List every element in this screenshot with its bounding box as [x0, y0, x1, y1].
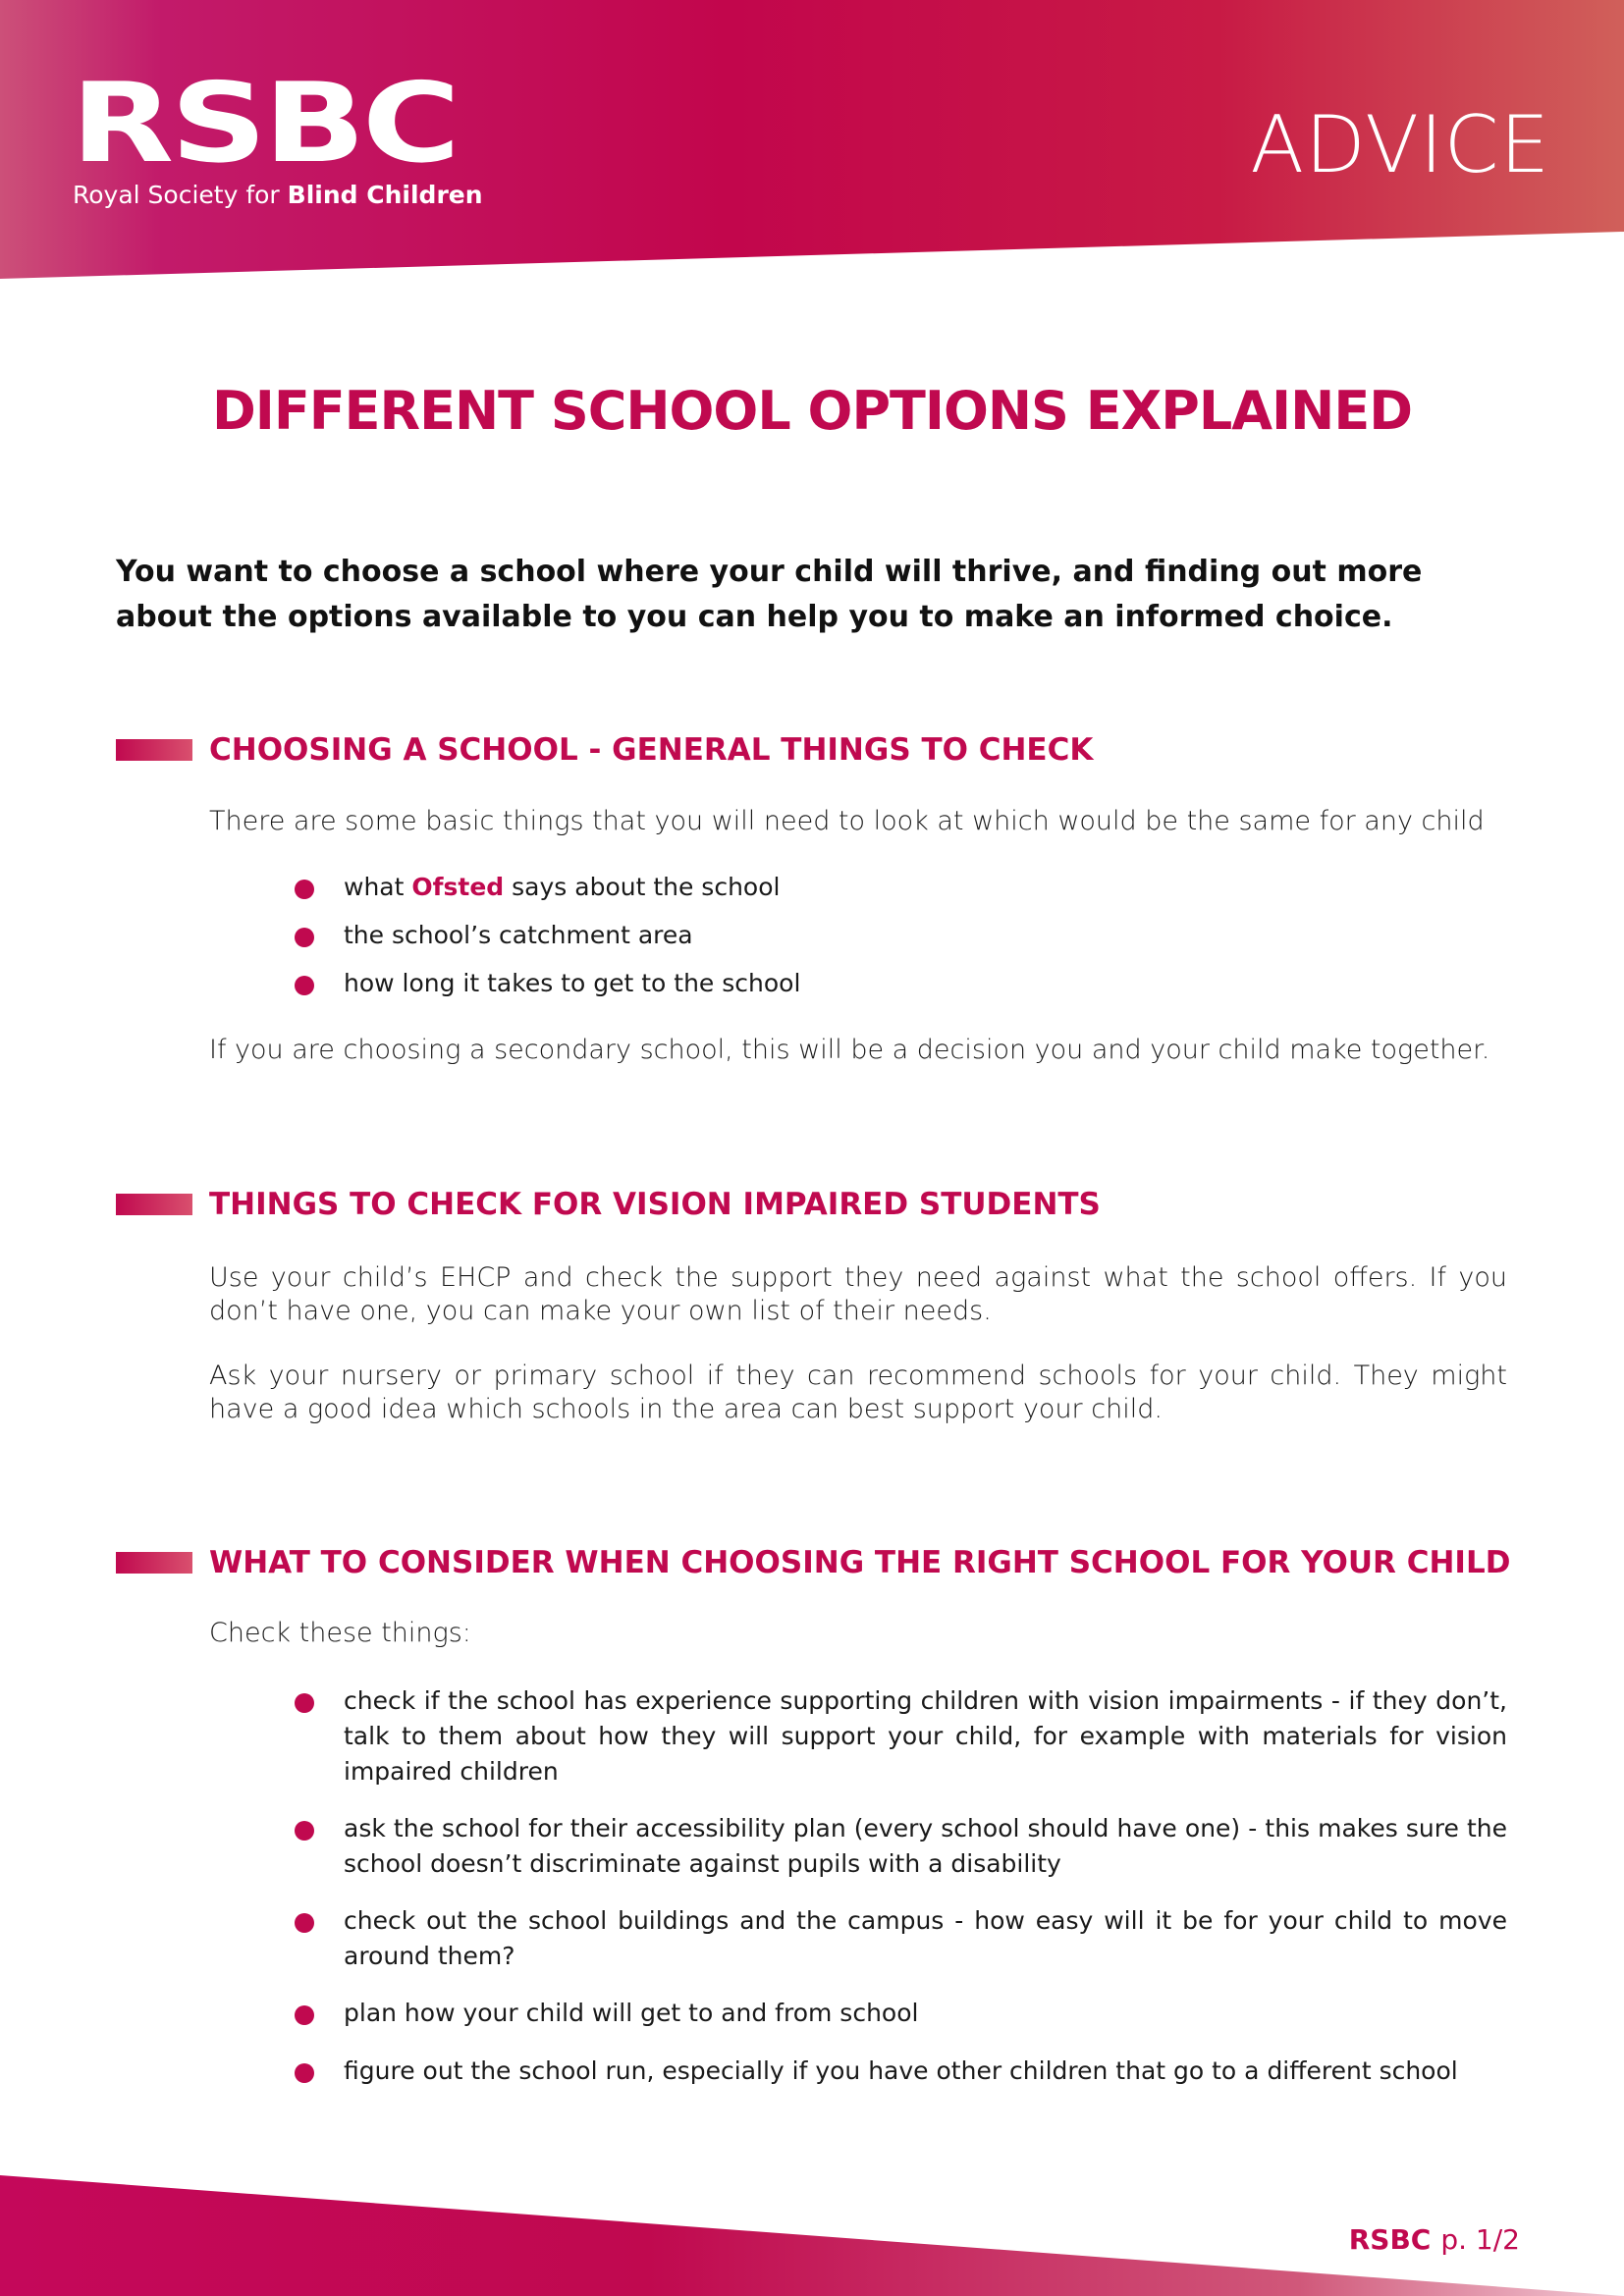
list-item-text-pre: what: [344, 873, 405, 901]
section-marker: [116, 1194, 192, 1215]
section-general-lead: There are some basic things that you will need to look at which would be the same for any child: [209, 806, 1485, 836]
list-item-text: how long it takes to get to the school: [344, 969, 801, 997]
category-label: ADVICE: [1250, 99, 1550, 190]
logo-tagline-bold: Blind Children: [287, 181, 483, 209]
list-item-text: [344, 870, 1507, 905]
list-item-text: figure out the school run, especially if you have other children that go to a different school: [344, 2056, 1458, 2085]
logo-mark: RSBC: [71, 60, 458, 187]
section-vision-para1: Use your child’s EHCP and check the support they need against what the school offers. If you don’t have one, you can make your own list of their needs.: [209, 1262, 1507, 1326]
section-consider-lead: Check these things:: [209, 1618, 471, 1648]
section-marker: [116, 739, 192, 761]
list-item-text: check out the school buildings and the campus - how easy will it be for your child to move around them?: [344, 1906, 1507, 1970]
section-marker: [116, 1552, 192, 1574]
footer-brand: RSBC: [1348, 2223, 1432, 2256]
page-number: [1349, 2222, 1520, 2258]
bullet-icon: [295, 1913, 314, 1933]
page-title: DIFFERENT SCHOOL OPTIONS EXPLAINED: [211, 380, 1413, 442]
section-heading-consider: WHAT TO CONSIDER WHEN CHOOSING THE RIGHT SCHOOL FOR YOUR CHILD: [209, 1545, 1511, 1580]
footer-page: p. 1/2: [1440, 2223, 1520, 2256]
bullet-icon: [295, 928, 314, 947]
bullet-icon: [295, 2063, 314, 2083]
list-item-text: check if the school has experience supporting children with vision impairments - if they don’t, talk to them about how they will support your child, for example with materials for vision impaired children: [344, 1686, 1507, 1786]
ofsted-highlight: Ofsted: [411, 873, 505, 901]
section-general-closing: If you are choosing a secondary school, this will be a decision you and your child make together.: [209, 1035, 1490, 1065]
section-vision-para2: Ask your nursery or primary school if they can recommend schools for your child. They might have a good idea which schools in the area can best support your child.: [209, 1361, 1507, 1424]
bullet-icon: [295, 976, 314, 995]
intro-paragraph: You want to choose a school where your child will thrive, and finding out more about the options available to you can help you to make an informed choice.: [116, 555, 1423, 634]
bullet-icon: [295, 1693, 314, 1713]
bullet-icon: [295, 880, 314, 899]
logo-tagline: [73, 181, 483, 209]
rsbc-logo: [71, 60, 483, 222]
list-item-text: the school’s catchment area: [344, 921, 693, 949]
list-item-text: plan how your child will get to and from school: [344, 1999, 919, 2027]
section-heading-vision: THINGS TO CHECK FOR VISION IMPAIRED STUDENTS: [209, 1187, 1101, 1222]
list-item-text: ask the school for their accessibility plan (every school should have one) - this makes sure the school doesn’t discriminate against pupils with a disability: [344, 1814, 1507, 1878]
bullet-icon: [295, 2005, 314, 2025]
logo-tagline-regular: Royal Society for: [73, 181, 280, 209]
list-item-text-post: says about the school: [512, 873, 781, 901]
bullet-icon: [295, 1821, 314, 1841]
section-heading-general: CHOOSING A SCHOOL - GENERAL THINGS TO CHECK: [209, 732, 1094, 768]
